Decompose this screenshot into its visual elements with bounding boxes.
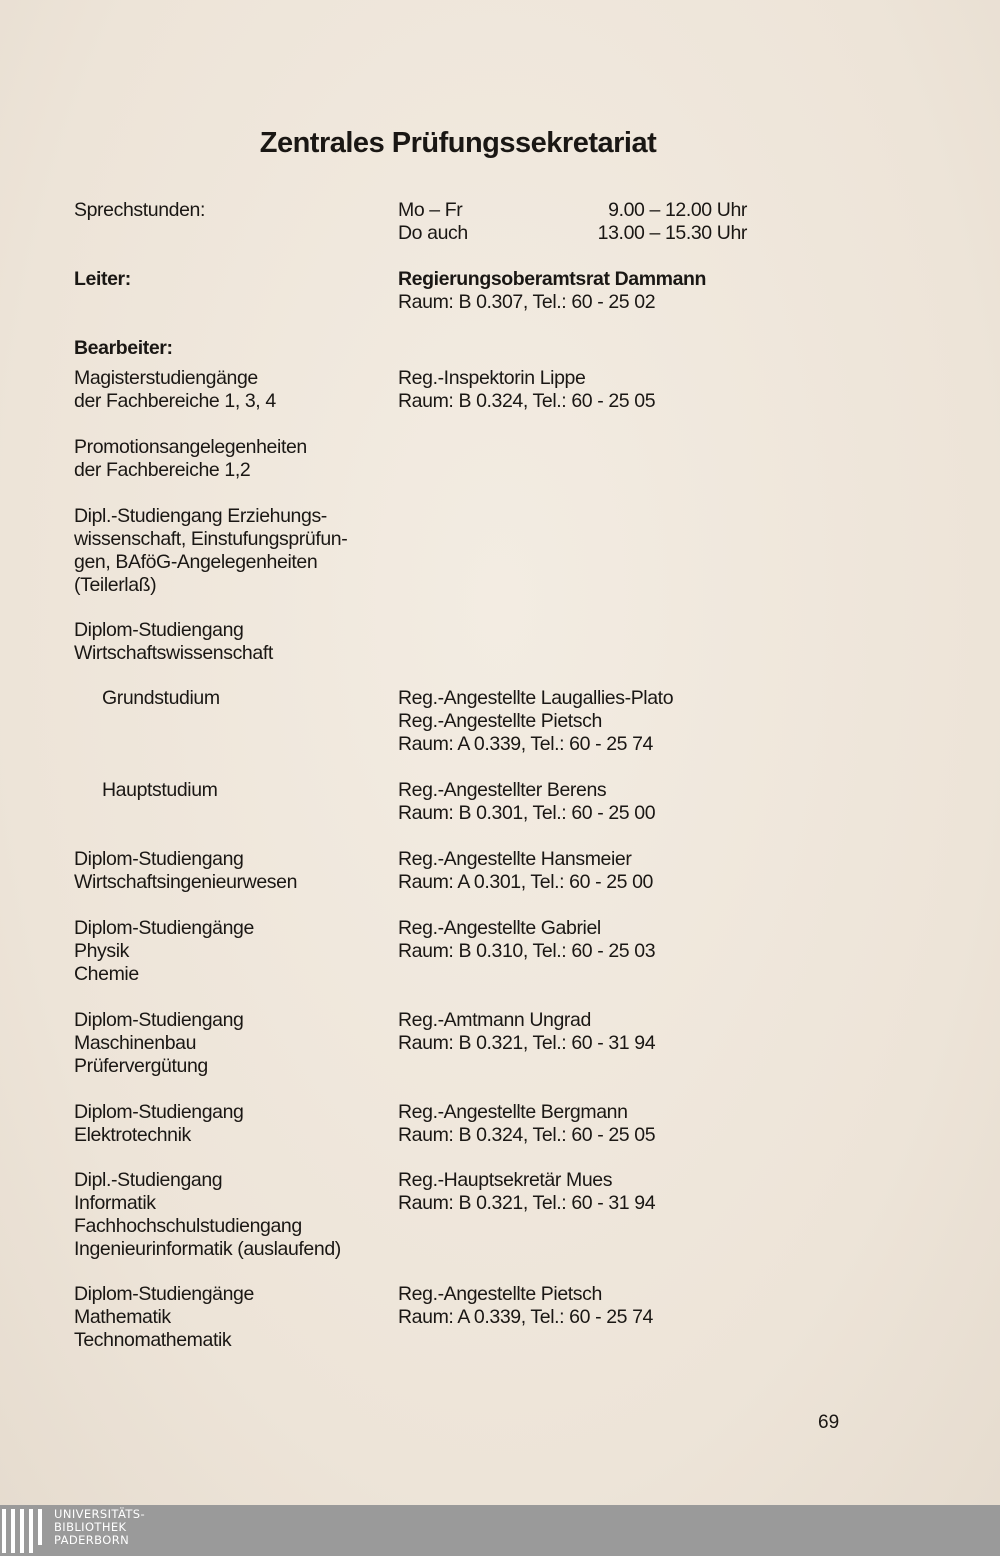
sprechstunden-label: Sprechstunden: (74, 199, 205, 221)
entry-contact: Raum: A 0.339, Tel.: 60 - 25 74 (398, 1306, 654, 1328)
bearbeiter-label: Bearbeiter: (74, 337, 173, 359)
entry-subject: Grundstudium (102, 687, 220, 709)
entry-subject: Hauptstudium (102, 779, 218, 801)
entry-subject: Fachhochschulstudiengang (74, 1215, 302, 1237)
entry-contact: Reg.-Hauptsekretär Mues (398, 1169, 613, 1191)
entry-subject: Diplom-Studiengang (74, 848, 244, 870)
entry-subject: Wirtschaftswissenschaft (74, 642, 273, 664)
entry-subject: Informatik (74, 1192, 156, 1214)
logo-line: UNIVERSITÄTS- (54, 1507, 146, 1521)
leiter-room: Raum: B 0.307, Tel.: 60 - 25 02 (398, 291, 656, 313)
entry-subject: Elektrotechnik (74, 1124, 191, 1146)
sprechstunden-days: Do auch (398, 222, 468, 244)
page-title: Zentrales Prüfungssekretariat (259, 127, 657, 159)
entry-subject: Promotionsangelegenheiten (74, 436, 307, 458)
entry-contact: Reg.-Angestellte Pietsch (398, 710, 602, 732)
entry-subject: gen, BAföG-Angelegenheiten (74, 551, 318, 573)
leiter-label: Leiter: (74, 268, 131, 290)
entry-subject: der Fachbereiche 1, 3, 4 (74, 390, 276, 412)
entry-subject: Mathematik (74, 1306, 171, 1328)
entry-subject: Diplom-Studiengang (74, 619, 244, 641)
sprechstunden-time: 9.00 – 12.00 Uhr (608, 199, 747, 221)
library-logo-text (54, 1508, 145, 1547)
sprechstunden-days: Mo – Fr (398, 199, 463, 221)
entry-subject: Wirtschaftsingenieurwesen (74, 871, 298, 893)
entry-contact: Reg.-Angestellte Pietsch (398, 1283, 602, 1305)
entry-contact: Raum: B 0.324, Tel.: 60 - 25 05 (398, 390, 656, 412)
entry-subject: Dipl.-Studiengang Erziehungs- (74, 505, 327, 527)
leiter-name: Regierungsoberamtsrat Dammann (398, 268, 707, 290)
entry-contact: Raum: B 0.321, Tel.: 60 - 31 94 (398, 1192, 656, 1214)
page-number: 69 (818, 1412, 840, 1433)
entry-contact: Raum: A 0.301, Tel.: 60 - 25 00 (398, 871, 654, 893)
library-footer-bar (0, 1505, 1000, 1556)
entry-subject: Diplom-Studiengänge (74, 917, 254, 939)
entry-subject: Diplom-Studiengang (74, 1009, 244, 1031)
entry-subject: Ingenieurinformatik (auslaufend) (74, 1238, 341, 1260)
entry-subject: Prüfervergütung (74, 1055, 208, 1077)
entry-subject: Magisterstudiengänge (74, 367, 258, 389)
entry-contact: Reg.-Angestellte Gabriel (398, 917, 601, 939)
library-logo-icon (2, 1509, 46, 1555)
entry-subject: Diplom-Studiengänge (74, 1283, 254, 1305)
entry-contact: Reg.-Angestellte Hansmeier (398, 848, 632, 870)
entry-subject: Dipl.-Studiengang (74, 1169, 223, 1191)
logo-line: PADERBORN (54, 1533, 130, 1547)
entry-subject: Maschinenbau (74, 1032, 197, 1054)
entry-contact: Reg.-Angestellte Bergmann (398, 1101, 628, 1123)
entry-contact: Raum: B 0.310, Tel.: 60 - 25 03 (398, 940, 656, 962)
entry-contact: Raum: B 0.301, Tel.: 60 - 25 00 (398, 802, 656, 824)
entry-subject: Diplom-Studiengang (74, 1101, 244, 1123)
entry-subject: Chemie (74, 963, 139, 985)
entry-contact: Reg.-Inspektorin Lippe (398, 367, 586, 389)
entry-contact: Reg.-Amtmann Ungrad (398, 1009, 591, 1031)
entry-subject: wissenschaft, Einstufungsprüfun- (74, 528, 348, 550)
entry-subject: der Fachbereiche 1,2 (74, 459, 251, 481)
entry-contact: Reg.-Angestellte Laugallies-Plato (398, 687, 674, 709)
entry-subject: Physik (74, 940, 130, 962)
entry-contact: Raum: B 0.324, Tel.: 60 - 25 05 (398, 1124, 656, 1146)
entry-subject: Technomathematik (74, 1329, 232, 1351)
entry-contact: Raum: A 0.339, Tel.: 60 - 25 74 (398, 733, 654, 755)
logo-line: BIBLIOTHEK (54, 1520, 127, 1534)
entry-contact: Raum: B 0.321, Tel.: 60 - 31 94 (398, 1032, 656, 1054)
sprechstunden-time: 13.00 – 15.30 Uhr (597, 222, 747, 244)
entry-contact: Reg.-Angestellter Berens (398, 779, 607, 801)
entry-subject: (Teilerlaß) (74, 574, 157, 596)
